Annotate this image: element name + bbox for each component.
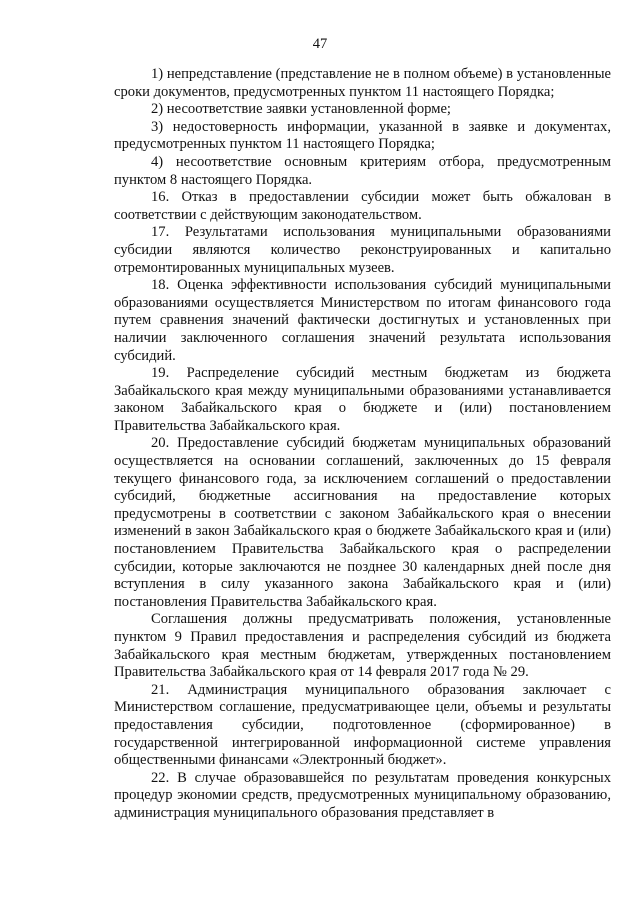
paragraph-21-administration: 21. Администрация муниципального образования заключает с Министерством соглашение, предусматривающее цели, объемы и результаты предоставления субсидии, подготовленное (сформированное) в государственной интегрированной информационной системе управления общественными финансами «Электронный бюджет». bbox=[114, 681, 611, 769]
paragraph-item-4-criteria: 4) несоответствие основным критериям отбора, предусмотренным пунктом 8 настоящего Порядка. bbox=[114, 153, 611, 188]
page-number: 47 bbox=[312, 36, 328, 52]
paragraph-20-agreements: 20. Предоставление субсидий бюджетам муниципальных образований осуществляется на основании соглашений, заключенных до 15 февраля текущего финансового года, за исключением соглашений о предоставлении субсидий, бюджетные ассигнования на предоставление которых предусмотрены в соответствии с законом Забайкальского края о внесении изменений в закон Забайкальского края о бюджете Забайкальского края и (или) постановлением Правительства Забайкальского края о распределении субсидии, которые заключаются не позднее 30 календарных дней после дня вступления в силу указанного закона Забайкальского края и (или) постановления Правительства Забайкальского края. bbox=[114, 435, 611, 610]
paragraph-17-results: 17. Результатами использования муниципальными образованиями субсидии являются количество реконструированных и капитально отремонтированных муниципальных музеев. bbox=[114, 224, 611, 276]
paragraph-16-appeal: 16. Отказ в предоставлении субсидии может быть обжалован в соответствии с действующим законодательством. bbox=[114, 189, 611, 223]
paragraph-item-2-form-mismatch: 2) несоответствие заявки установленной форме; bbox=[151, 101, 451, 118]
paragraph-item-1-nonsubmission: 1) непредставление (представление не в полном объеме) в установленные сроки документов, предусмотренных пунктом 11 настоящего Порядка; bbox=[114, 66, 611, 100]
paragraph-22-savings: 22. В случае образовавшейся по результатам проведения конкурсных процедур экономии средств, предусмотренных муниципальному образованию, администрация муниципального образования представляет в bbox=[114, 769, 611, 821]
paragraph-agreement-provisions: Соглашения должны предусматривать положения, установленные пунктом 9 Правил предоставления и распределения субсидий из бюджета Забайкальского края местным бюджетам, утвержденных постановлением Правительства Забайкальского края от 14 февраля 2017 года № 29. bbox=[114, 611, 611, 681]
paragraph-18-efficiency: 18. Оценка эффективности использования субсидий муниципальными образованиями осуществляется Министерством по итогам финансового года путем сравнения значений фактически достигнутых и установленных при наличии заключенного соглашения значений результата использования субсидий. bbox=[114, 277, 611, 364]
paragraph-item-3-inaccuracy: 3) недостоверность информации, указанной в заявке и документах, предусмотренных пунктом 11 настоящего Порядка; bbox=[114, 118, 611, 153]
paragraph-19-distribution: 19. Распределение субсидий местным бюджетам из бюджета Забайкальского края между муниципальными образованиями устанавливается законом Забайкальского края о бюджете и (или) постановлением Правительства Забайкальского края. bbox=[114, 365, 611, 434]
document-body bbox=[114, 66, 611, 823]
